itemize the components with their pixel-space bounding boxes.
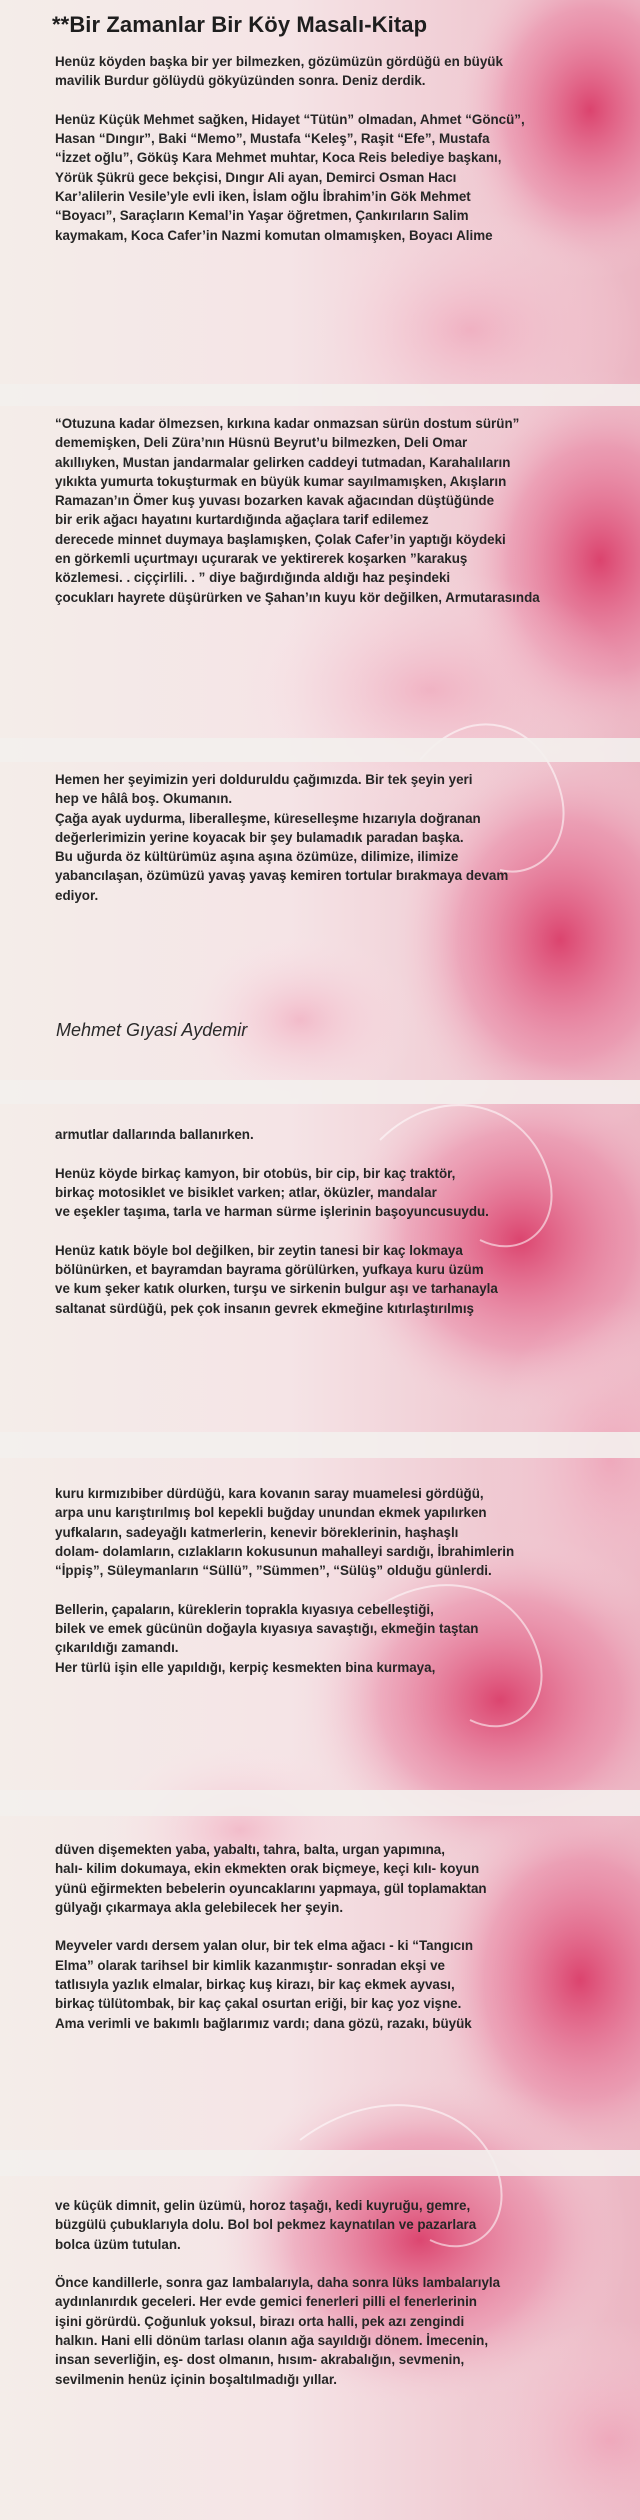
- text-line: Hasan “Dıngır”, Baki “Memo”, Mustafa “Keleş”, Raşit “Efe”, Mustafa: [55, 131, 490, 147]
- text-page: [55, 1484, 640, 1677]
- text-line: ediyor.: [55, 887, 99, 903]
- text-line: çocukları hayrete düşürürken ve Şahan’ın kuyu kör değilken, Armutarasında: [55, 589, 540, 605]
- text-line: armutlar dallarında ballanırken.: [55, 1127, 254, 1142]
- text-page: [55, 1125, 640, 1318]
- text-line: düven dişemekten yaba, yabaltı, tahra, balta, urgan yapımına,: [55, 1842, 445, 1857]
- paragraph-gap: [55, 1917, 640, 1936]
- text-line: Elma” olarak tarihsel bir kimlik kazanmıştır- sonradan ekşi ve: [55, 1957, 445, 1973]
- text-line: Henüz köyde birkaç kamyon, bir otobüs, bir cip, bir kaç traktör,: [55, 1165, 456, 1181]
- text-line: bilek ve emek gücünün doğayla kıyasıya savaştığı, ekmeğin taştan: [55, 1621, 479, 1637]
- text-line: Bu uğurda öz kültürümüz aşına aşına özümüze, dilimize, ilimize: [55, 849, 459, 865]
- text-line: Ramazan’ın Ömer kuş yuvası bozarken kavak ağacından düştüğünde: [55, 493, 495, 509]
- text-line: birkaç tülütombak, bir kaç çakal osurtan eriği, bir kaç yoz vişne.: [55, 1996, 462, 2012]
- text-line: hep ve hâlâ boş. Okumanın.: [55, 791, 233, 807]
- text-line: Henüz Küçük Mehmet sağken, Hidayet “Tütün” olmadan, Ahmet “Göncü”,: [55, 111, 525, 127]
- text-line: ve kum şeker katık olurken, turşu ve sirkenin bulgur aşı ve tarhanayla: [55, 1281, 498, 1297]
- text-line: saltanat sürdüğü, pek çok insanın gevrek ekmeğine kıtırlaştırılmış: [55, 1300, 474, 1316]
- text-line: Çağa ayak uydurma, liberalleşme, küreselleşme hızarıyla doğranan: [55, 810, 481, 826]
- text-line: Ama verimli ve bakımlı bağlarımız vardı; dana gözü, razakı, büyük: [55, 2015, 472, 2031]
- text-line: yufkaların, sadeyağlı katmerlerin, kenevir böreklerinin, haşhaşlı: [55, 1524, 459, 1540]
- text-line: Hemen her şeyimizin yeri dolduruldu çağımızda. Bir tek şeyin yeri: [55, 772, 473, 787]
- text-line: ve eşekler taşıma, tarla ve harman sürme işlerinin başoyuncusuydu.: [55, 1204, 489, 1220]
- text-line: dolam- dolamların, cızlakların kokusunun mahalleyi sardığı, İbrahimlerin: [55, 1543, 515, 1559]
- text-line: ve küçük dimnit, gelin üzümü, horoz taşağı, kedi kuyruğu, gemre,: [55, 2198, 471, 2213]
- text-line: insan severliğin, eş- dost olmanın, hısım- akrabalığın, sevmenin,: [55, 2352, 465, 2368]
- text-line: dememişken, Deli Züra’nın Hüsnü Beyrut’u bilmezken, Deli Omar: [55, 435, 468, 451]
- text-line: değerlerimizin yerine koyacak bir şey bulamadık paradan başka.: [55, 829, 464, 845]
- text-page: [55, 414, 640, 607]
- text-page: [55, 770, 640, 905]
- text-line: bolca üzüm tutulan.: [55, 2236, 181, 2252]
- text-line: yıkıkta yumurta tokuşturmak en büyük kumar sayılmamışken, Akışların: [55, 473, 507, 489]
- text-line: Yörük Şükrü gece bekçisi, Dıngır Ali ayan, Demirci Osman Hacı: [55, 169, 457, 185]
- text-line: arpa unu karıştırılmış bol kepekli buğday unundan ekmek yapılırken: [55, 1505, 487, 1521]
- paragraph-gap: [55, 1144, 640, 1163]
- text-line: akıllıyken, Mustan jandarmalar gelirken caddeyi tutmadan, Karahalıların: [55, 454, 511, 470]
- text-line: sevilmenin henüz içinin boşaltılmadığı yıllar.: [55, 2371, 338, 2387]
- text-line: bölünürken, et bayramdan bayrama görülürken, yufkaya kuru üzüm: [55, 1262, 484, 1278]
- text-line: halı- kilim dokumaya, ekin ekmekten orak biçmeye, keçi kılı- koyun: [55, 1861, 480, 1877]
- story-title: **Bir Zamanlar Bir Köy Masalı-Kitap: [52, 12, 428, 37]
- text-line: kuru kırmızıbiber dürdüğü, kara kovanın saray muamelesi gördüğü,: [55, 1486, 484, 1501]
- text-line: Bellerin, çapaların, küreklerin toprakla kıyasıya cebelleştiği,: [55, 1601, 434, 1617]
- text-page: [55, 2196, 640, 2389]
- text-line: “Otuzuna kadar ölmezsen, kırkına kadar onmazsan sürün dostum sürün”: [55, 416, 520, 431]
- text-line: aydınlanırdık geceleri. Her evde gemici fenerleri pilli el fenerlerinin: [55, 2294, 477, 2310]
- text-line: çıkarıldığı zamandı.: [55, 1640, 179, 1656]
- text-line: Henüz köyden başka bir yer bilmezken, gözümüzün gördüğü en büyük: [55, 54, 503, 69]
- text-line: yünü eğirmekten bebelerin oyuncaklarını yapmaya, gül toplamaktan: [55, 1880, 487, 1896]
- text-line: kaymakam, Koca Cafer’in Nazmi komutan olmamışken, Boyacı Alime: [55, 227, 493, 243]
- text-line: bir erik ağacı hayatını kurtardığında ağaçlara tarif edilemez: [55, 512, 429, 528]
- text-line: “İppiş”, Süleymanların “Süllü”, ”Sümmen”, “Sülüş” olduğu günlerdi.: [55, 1563, 492, 1579]
- text-line: Meyveler vardı dersem yalan olur, bir tek elma ağacı - ki “Tangıcın: [55, 1938, 474, 1954]
- text-line: közlemesi. . ciççirlili. . ” diye bağırdığında aldığı haz peşindeki: [55, 570, 451, 586]
- paragraph-gap: [55, 1221, 640, 1240]
- text-line: Her türlü işin elle yapıldığı, kerpiç kesmekten bina kurmaya,: [55, 1659, 436, 1675]
- text-line: halkın. Hani elli dönüm tarlası olanın ağa sayıldığı dönem. İmecenin,: [55, 2333, 489, 2349]
- text-line: “Boyacı”, Saraçların Kemal’in Yaşar öğretmen, Çankırıların Salim: [55, 208, 469, 224]
- text-line: Henüz katık böyle bol değilken, bir zeytin tanesi bir kaç lokmaya: [55, 1242, 463, 1258]
- text-line: gülyağı çıkarmaya akla gelebilecek her şeyin.: [55, 1899, 344, 1915]
- text-line: derecede minnet duymaya başlamışken, Çolak Cafer’in yaptığı köydeki: [55, 531, 506, 547]
- paragraph-gap: [55, 91, 640, 110]
- paragraph-gap: [55, 1580, 640, 1599]
- text-line: mavilik Burdur gölüydü gökyüzünden sonra. Deniz derdik.: [55, 73, 426, 89]
- text-line: yabancılaşan, özümüzü yavaş yavaş kemiren tortular bırakmaya devam: [55, 868, 509, 884]
- text-page: [55, 52, 640, 245]
- author-signature: Mehmet Gıyasi Aydemir: [56, 1020, 248, 1040]
- text-line: işini görürdü. Çoğunluk yoksul, birazı orta halli, pek azı zengindi: [55, 2313, 465, 2329]
- text-line: Önce kandillerle, sonra gaz lambalarıyla, daha sonra lüks lambalarıyla: [55, 2275, 501, 2291]
- text-line: tatlısıyla yazlık elmalar, birkaç kuş kirazı, bir kaç ekmek ayvası,: [55, 1977, 455, 1993]
- text-line: Kar’alilerin Vesile’yle evli iken, İslam oğlu İbrahim’in Gök Mehmet: [55, 189, 471, 205]
- text-line: birkaç motosiklet ve bisiklet varken; atlar, öküzler, mandalar: [55, 1184, 437, 1200]
- text-page: [55, 1840, 640, 2033]
- paragraph-gap: [55, 2254, 640, 2273]
- text-line: büzgülü çubuklarıyla dolu. Bol bol pekmez kaynatılan ve pazarlara: [55, 2217, 477, 2233]
- text-line: “İzzet oğlu”, Göküş Kara Mehmet muhtar, Koca Reis belediye başkanı,: [55, 150, 502, 166]
- text-line: en görkemli uçurtmayı uçurarak ve yektirerek koşarken ”karakuş: [55, 551, 468, 567]
